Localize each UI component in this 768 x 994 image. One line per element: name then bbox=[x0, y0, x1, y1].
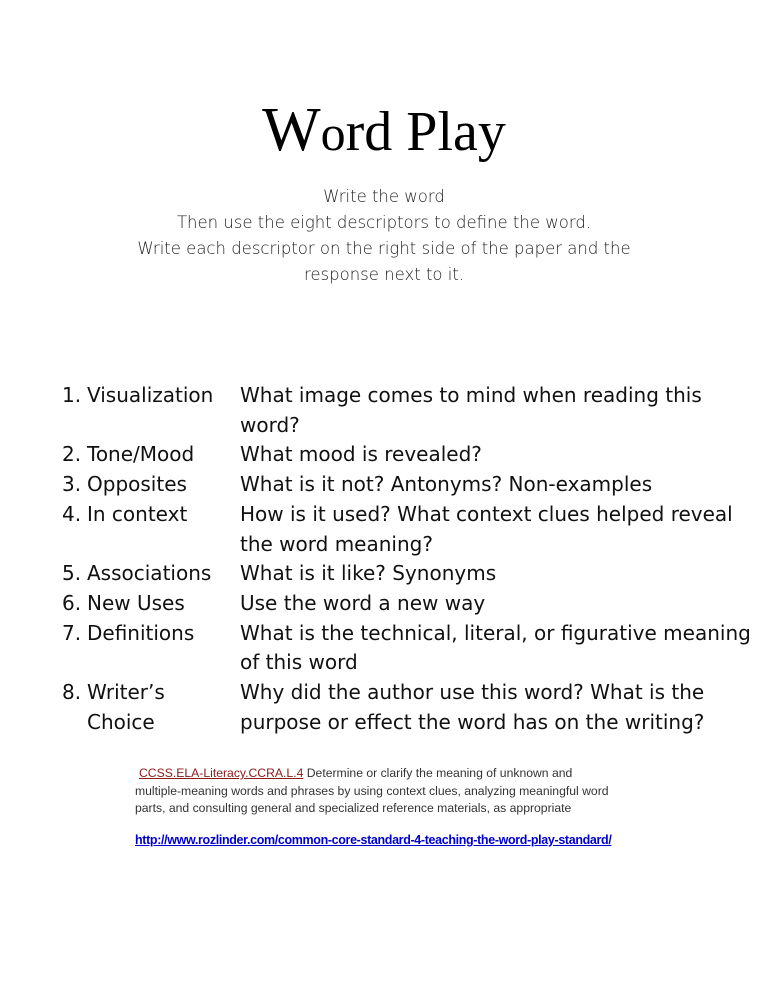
descriptor-prompt: Why did the author use this word? What is the purpose or effect the word has on the writing? bbox=[240, 680, 705, 734]
descriptor-term: Tone/Mood bbox=[87, 442, 195, 467]
descriptor-term: In context bbox=[87, 501, 188, 526]
descriptor-term bbox=[87, 678, 240, 737]
descriptor-number: 3. bbox=[62, 472, 82, 497]
descriptor-term: Definitions bbox=[87, 620, 195, 645]
descriptor-term-line: Choice bbox=[87, 709, 155, 734]
descriptor-number: 2. bbox=[62, 442, 82, 467]
descriptor-term: Opposites bbox=[87, 472, 187, 497]
descriptor-row bbox=[62, 381, 752, 440]
descriptor-row bbox=[62, 440, 752, 470]
descriptor-number: 1. bbox=[62, 383, 82, 407]
descriptor-number: 5. bbox=[62, 561, 82, 586]
standard-text: Determine or clarify the meaning of unknown and multiple-meaning words and phrases by using context clues, analyzing meaningful word parts, and consulting general and specialized reference materials, as appropriate bbox=[135, 766, 609, 815]
descriptor-term-line: Writer’s bbox=[87, 680, 165, 705]
descriptor-row bbox=[62, 589, 752, 619]
descriptor-number: 4. bbox=[62, 501, 82, 526]
instructions bbox=[60, 184, 708, 288]
descriptor-term: Associations bbox=[87, 561, 212, 586]
descriptor-number: 8. bbox=[62, 680, 82, 705]
title-letter-o: o bbox=[320, 105, 346, 161]
standard-citation bbox=[135, 765, 615, 818]
descriptor-prompt: What image comes to mind when reading this word? bbox=[240, 383, 702, 437]
instruction-line: Write the word bbox=[323, 187, 445, 206]
reference-link[interactable]: http://www.rozlinder.com/common-core-standard-4-teaching-the-word-play-standard/ bbox=[135, 833, 612, 847]
descriptor-term: Visualization bbox=[87, 383, 214, 407]
standard-code-link[interactable]: CCSS.ELA-Literacy.CCRA.L.4 bbox=[139, 766, 304, 780]
descriptor-row bbox=[62, 559, 752, 589]
descriptor-prompt: Use the word a new way bbox=[240, 590, 486, 615]
descriptor-number: 6. bbox=[62, 590, 82, 615]
descriptor-prompt: What is the technical, literal, or figurative meaning of this word bbox=[240, 620, 751, 675]
title-letter-w: W bbox=[262, 96, 321, 164]
descriptor-row bbox=[62, 619, 752, 678]
descriptor-row bbox=[62, 470, 752, 500]
descriptor-number: 7. bbox=[62, 620, 82, 645]
descriptor-prompt: What is it not? Antonyms? Non-examples bbox=[240, 472, 653, 497]
descriptor-prompt: What is it like? Synonyms bbox=[240, 561, 497, 586]
descriptor-list bbox=[62, 381, 752, 737]
descriptor-row bbox=[62, 678, 752, 737]
instruction-line: Write each descriptor on the right side of the paper and the bbox=[137, 239, 631, 258]
instruction-line: response next to it. bbox=[303, 265, 465, 284]
instruction-line: Then use the eight descriptors to define the word. bbox=[176, 213, 592, 232]
title-rest: rd Play bbox=[345, 101, 506, 163]
descriptor-prompt: How is it used? What context clues helped reveal the word meaning? bbox=[240, 501, 733, 556]
descriptor-row bbox=[62, 500, 752, 559]
descriptor-prompt: What mood is revealed? bbox=[240, 442, 482, 467]
page-title bbox=[0, 92, 768, 171]
descriptor-term: New Uses bbox=[87, 590, 185, 615]
